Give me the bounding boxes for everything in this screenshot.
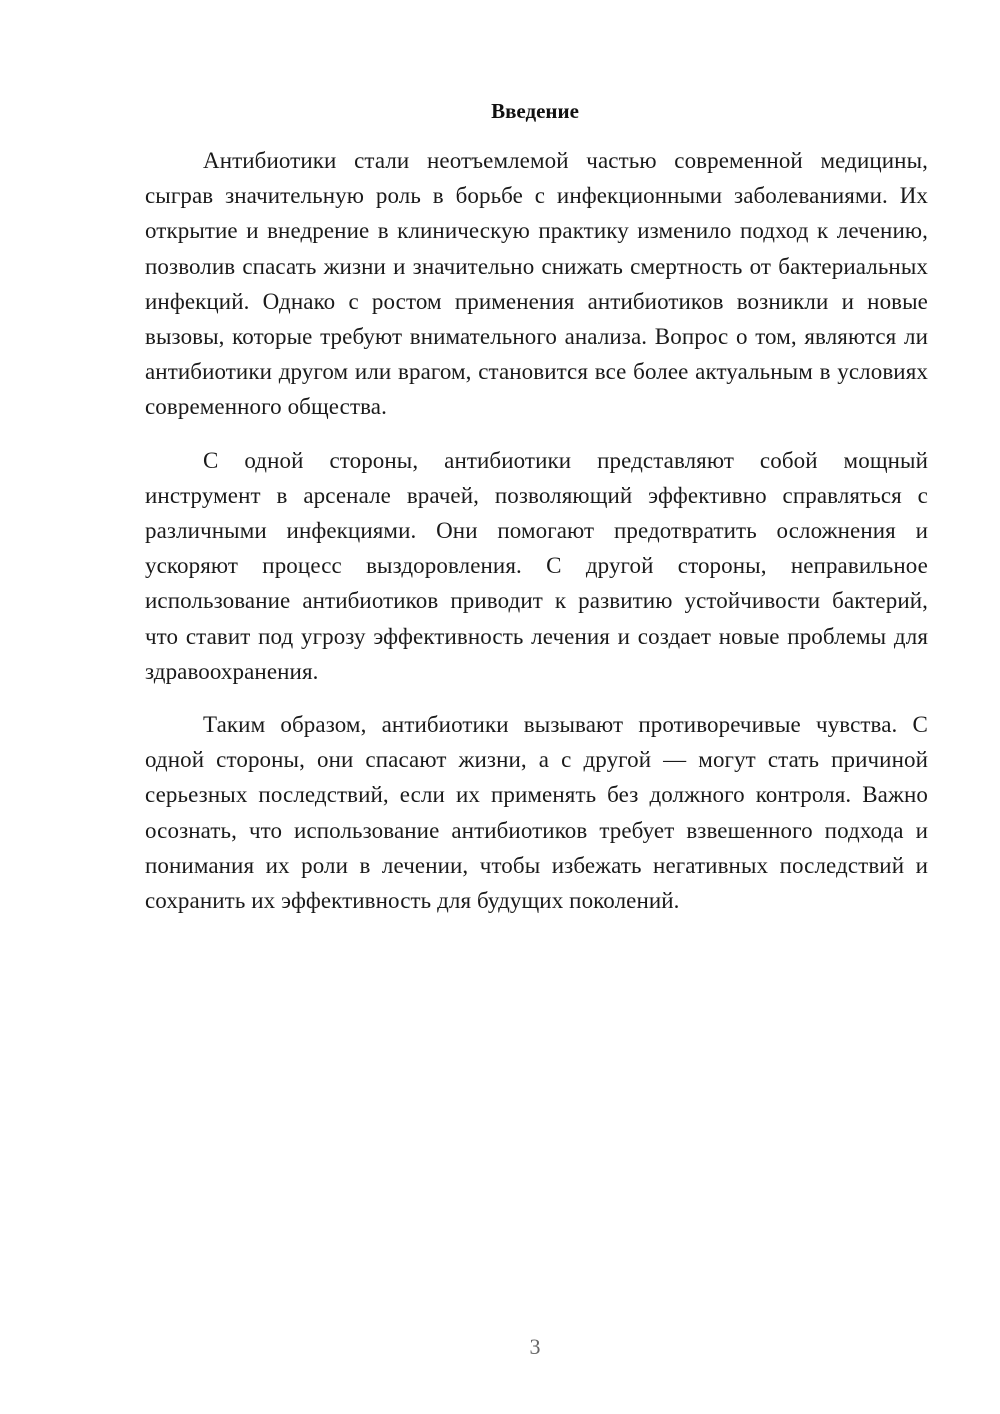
page-number: 3 — [529, 1334, 541, 1359]
paragraph-1: Антибиотики стали неотъемлемой частью современной медицины, сыграв значительную роль в борьбе с инфекционными заболеваниями. Их открытие и внедрение в клиническую практику изменило подход к лечению, позволив спасать жизни и значительно снижать смертность от бактериальных инфекций. Однако с ростом применения антибиотиков возникли и новые вызовы, которые требуют внимательного анализа. Вопрос о том, являются ли антибиотики другом или врагом, становится все более актуальным в условиях современного общества. — [145, 148, 928, 420]
body-text — [145, 143, 928, 936]
paragraph-3: Таким образом, антибиотики вызывают противоречивые чувства. С одной стороны, они спасают жизни, а с другой — могут стать причиной серьезных последствий, если их применять без должного контроля. Важно осознать, что использование антибиотиков требует взвешенного подхода и понимания их роли в лечении, чтобы избежать негативных последствий и сохранить их эффективность для будущих поколений. — [145, 712, 928, 914]
paragraph-2: С одной стороны, антибиотики представляют собой мощный инструмент в арсенале врачей, позволяющий эффективно справляться с различными инфекциями. Они помогают предотвратить осложнения и ускоряют процесс выздоровления. С другой стороны, неправильное использование антибиотиков приводит к развитию устойчивости бактерий, что ставит под угрозу эффективность лечения и создает новые проблемы для здравоохранения. — [145, 447, 928, 684]
section-heading: Введение — [491, 99, 579, 123]
